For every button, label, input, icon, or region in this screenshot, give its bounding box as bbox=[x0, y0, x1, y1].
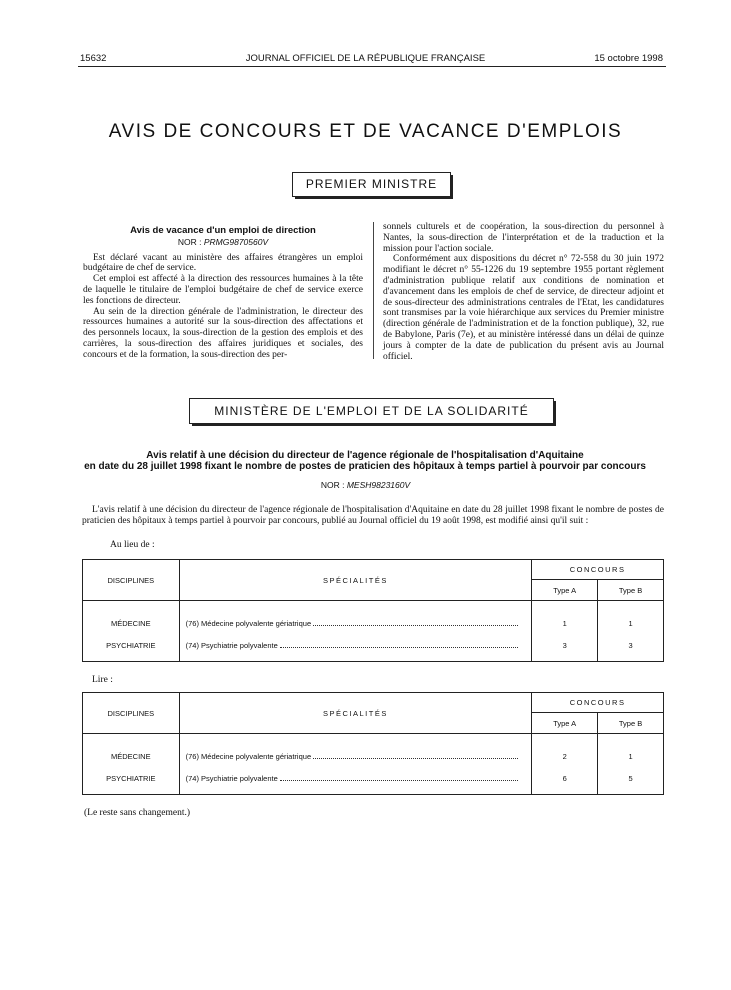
notice-column-right bbox=[383, 222, 664, 362]
type-a-cell bbox=[532, 734, 598, 795]
discipline: MÉDECINE bbox=[111, 752, 151, 761]
paragraph: Cet emploi est affecté à la direction des ressources humaines à la tête de laquelle le titulaire de l'emploi budgétaire de chef de service exerce les fonctions de directeur. bbox=[83, 274, 363, 306]
type-b-cell bbox=[598, 601, 664, 662]
type-b-cell bbox=[598, 734, 664, 795]
intro-paragraph bbox=[82, 505, 664, 527]
leader-dots bbox=[280, 640, 518, 648]
specialites-cell bbox=[179, 734, 532, 795]
specialite: (74) Psychiatrie polyvalente bbox=[185, 641, 278, 650]
page-title: AVIS DE CONCOURS ET DE VACANCE D'EMPLOIS bbox=[108, 121, 623, 142]
section-box-premier-ministre bbox=[292, 172, 451, 197]
section-box-ministere-emploi bbox=[189, 398, 554, 424]
type-b-value: 5 bbox=[628, 774, 633, 783]
specialite: (76) Médecine polyvalente gériatrique bbox=[185, 752, 312, 761]
type-a-value: 1 bbox=[562, 619, 567, 628]
specialite: (76) Médecine polyvalente gériatrique bbox=[185, 619, 312, 628]
nor-prefix: NOR : bbox=[177, 236, 202, 247]
discipline: PSYCHIATRIE bbox=[106, 774, 156, 783]
section-title: PREMIER MINISTRE bbox=[305, 177, 438, 191]
header-concours: CONCOURS bbox=[532, 693, 664, 713]
concours-table-before bbox=[82, 559, 664, 662]
header-concours: CONCOURS bbox=[532, 560, 664, 580]
type-a-value: 2 bbox=[562, 752, 567, 761]
type-b-value: 3 bbox=[628, 641, 633, 650]
notice-title-line: Avis relatif à une décision du directeur de l'agence régionale de l'hospitalisation d'Aquitaine bbox=[146, 450, 584, 461]
type-a-value: 3 bbox=[562, 641, 567, 650]
type-a-cell bbox=[532, 601, 598, 662]
reste-sans-changement: (Le reste sans changement.) bbox=[84, 808, 191, 818]
journal-title: JOURNAL OFFICIEL DE LA RÉPUBLIQUE FRANÇAISE bbox=[245, 53, 486, 64]
notice-title-line: en date du 28 juillet 1998 fixant le nombre de postes de praticien des hôpitaux à temps partiel à pourvoir par concours bbox=[84, 461, 646, 472]
header-type-a: Type A bbox=[532, 580, 598, 601]
section-title: MINISTÈRE DE L'EMPLOI ET DE LA SOLIDARITÉ bbox=[214, 404, 529, 418]
paragraph: sonnels culturels et de coopération, la sous-direction du personnel à Nantes, la sous-direction de l'interprétation et de la traduction et la mission pour l'action sociale. bbox=[383, 222, 664, 254]
column-divider bbox=[373, 222, 374, 359]
table-row bbox=[83, 734, 664, 795]
type-b-value: 1 bbox=[628, 752, 633, 761]
discipline: MÉDECINE bbox=[111, 619, 151, 628]
table-row bbox=[83, 601, 664, 662]
leader-dots bbox=[313, 751, 518, 759]
discipline: PSYCHIATRIE bbox=[106, 641, 156, 650]
publication-date: 15 octobre 1998 bbox=[594, 53, 663, 64]
au-lieu-de-label: Au lieu de : bbox=[110, 540, 155, 550]
disciplines-cell bbox=[83, 734, 180, 795]
nor-reference bbox=[0, 480, 731, 490]
disciplines-cell bbox=[83, 601, 180, 662]
paragraph: Est déclaré vacant au ministère des affaires étrangères un emploi budgétaire de chef de service. bbox=[83, 252, 363, 274]
header-type-b: Type B bbox=[598, 713, 664, 734]
nor-code: PRMG9870560V bbox=[203, 236, 269, 247]
header-type-a: Type A bbox=[532, 713, 598, 734]
header-specialites: SPÉCIALITÉS bbox=[179, 560, 532, 601]
type-a-value: 6 bbox=[562, 774, 567, 783]
nor-code: MESH9823160V bbox=[346, 480, 411, 490]
page-number: 15632 bbox=[80, 53, 107, 64]
header-disciplines: DISCIPLINES bbox=[83, 560, 180, 601]
type-b-value: 1 bbox=[628, 619, 633, 628]
specialites-cell bbox=[179, 601, 532, 662]
notice-column-left bbox=[83, 226, 363, 361]
lire-label: Lire : bbox=[92, 675, 113, 685]
notice-title bbox=[60, 450, 670, 472]
header-rule bbox=[78, 66, 666, 67]
nor-prefix: NOR : bbox=[320, 480, 345, 490]
notice-title: Avis de vacance d'un emploi de direction bbox=[130, 225, 316, 236]
leader-dots bbox=[313, 618, 518, 626]
specialite: (74) Psychiatrie polyvalente bbox=[185, 774, 278, 783]
header-specialites: SPÉCIALITÉS bbox=[179, 693, 532, 734]
header-type-b: Type B bbox=[598, 580, 664, 601]
header-disciplines: DISCIPLINES bbox=[83, 693, 180, 734]
paragraph: Conformément aux dispositions du décret n° 72-558 du 30 juin 1972 modifiant le décret n° 55-1226 du 19 septembre 1955 portant règlement d'administration publique relatif aux conditions de nomination et d'avancement dans les emplois de chef de service, de directeur adjoint et de sous-directeur des administrations centrales de l'Etat, les candidatures sont transmises par la voie hiérarchique aux services du Premier ministre (direction générale de l'administration et de la fonction publique), 32, rue de Babylone, Paris (7e), et au ministère intéressé dans un délai de quinze jours à compter de la date de publication du présent avis au Journal officiel. bbox=[383, 254, 664, 362]
paragraph: Au sein de la direction générale de l'administration, le directeur des ressources humaines a autorité sur la sous-direction des affectations et des personnels locaux, la sous-direction de la gestion des emplois et des carrières, la sous-direction des affaires juridiques et sociales, des concours et de la formation, la sous-direction des per- bbox=[83, 306, 363, 360]
leader-dots bbox=[280, 773, 518, 781]
concours-table-after bbox=[82, 692, 664, 795]
paragraph: L'avis relatif à une décision du directeur de l'agence régionale de l'hospitalisation d'Aquitaine en date du 28 juillet 1998 fixant le nombre de postes de praticien des hôpitaux à temps partiel à pourvoir par concours, publié au Journal officiel du 19 août 1998, est modifié ainsi qu'il suit : bbox=[82, 505, 664, 526]
nor-reference bbox=[83, 237, 363, 248]
